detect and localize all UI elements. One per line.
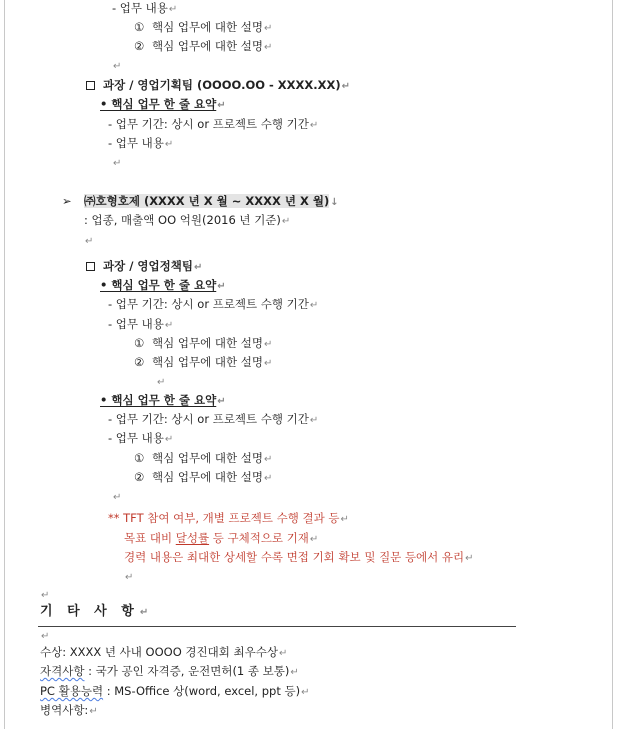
summary-line: • 핵심 업무 한 줄 요약↵ <box>100 278 226 292</box>
military-line: 병역사항:↵ <box>40 703 98 717</box>
duty-item: ② 핵심 업무에 대한 설명↵ <box>134 355 273 369</box>
empty-paragraph: ↵ <box>85 236 94 247</box>
summary-line: • 핵심 업무 한 줄 요약↵ <box>100 97 226 111</box>
arrow-bullet-icon: ➢ <box>62 194 72 208</box>
duty-item: ① 핵심 업무에 대한 설명↵ <box>134 20 273 34</box>
empty-paragraph: ↵ <box>113 492 122 503</box>
empty-paragraph: ↵ <box>41 590 50 601</box>
pc-skill-line: PC 활용능력 : MS-Office 상(word, excel, ppt 등)↵ <box>40 684 310 698</box>
empty-paragraph: ↵ <box>113 61 122 72</box>
period-line: - 업무 기간: 상시 or 프로젝트 수행 기간↵ <box>108 117 319 131</box>
role-title: 과장 / 영업정책팀↵ <box>86 258 202 276</box>
page-left-edge <box>4 0 5 729</box>
company-description: : 업종, 매출액 OO 억원(2016 년 기준)↵ <box>84 213 291 227</box>
square-bullet-icon <box>86 262 95 271</box>
license-line: 자격사항 : 국가 공인 자격증, 운전면허(1 종 보통)↵ <box>40 664 299 678</box>
empty-paragraph: ↵ <box>41 631 50 642</box>
empty-paragraph: ↵ <box>113 158 122 169</box>
note-line: 경력 내용은 최대한 상세할 수록 면접 기회 확보 및 질문 등에서 유리↵ <box>124 550 474 564</box>
empty-paragraph: ↵ <box>157 377 166 388</box>
note-line: 목표 대비 달성률 등 구체적으로 기재↵ <box>124 531 319 545</box>
empty-paragraph: ↵ <box>125 572 134 583</box>
role-title: 과장 / 영업기획팀 (OOOO.OO - XXXX.XX)↵ <box>86 77 350 95</box>
section-divider <box>38 626 516 627</box>
duty-item: ① 핵심 업무에 대한 설명↵ <box>134 451 273 465</box>
duties-label: - 업무 내용↵ <box>108 136 174 150</box>
period-line: - 업무 기간: 상시 or 프로젝트 수행 기간↵ <box>108 412 319 426</box>
note-line: ** TFT 참여 여부, 개별 프로젝트 수행 결과 등↵ <box>108 511 349 525</box>
duties-label: - 업무 내용↵ <box>108 317 174 331</box>
square-bullet-icon <box>86 81 95 90</box>
award-line: 수상: XXXX 년 사내 OOOO 경진대회 최우수상↵ <box>40 645 288 659</box>
summary-line: • 핵심 업무 한 줄 요약↵ <box>100 393 226 407</box>
company-line: ➢ ㈜호형호제 (XXXX 년 X 월 ~ XXXX 년 X 월)↓ <box>62 194 339 208</box>
duty-item: ① 핵심 업무에 대한 설명↵ <box>134 336 273 350</box>
period-line: - 업무 기간: 상시 or 프로젝트 수행 기간↵ <box>108 297 319 311</box>
duty-item: ② 핵심 업무에 대한 설명↵ <box>134 39 273 53</box>
page-right-edge <box>612 0 613 729</box>
duties-label: - 업무 내용↵ <box>108 431 174 445</box>
section-heading: 기 타 사 항↵ <box>40 604 154 619</box>
duty-item: ② 핵심 업무에 대한 설명↵ <box>134 470 273 484</box>
duties-label: - 업무 내용↵ <box>112 1 178 15</box>
